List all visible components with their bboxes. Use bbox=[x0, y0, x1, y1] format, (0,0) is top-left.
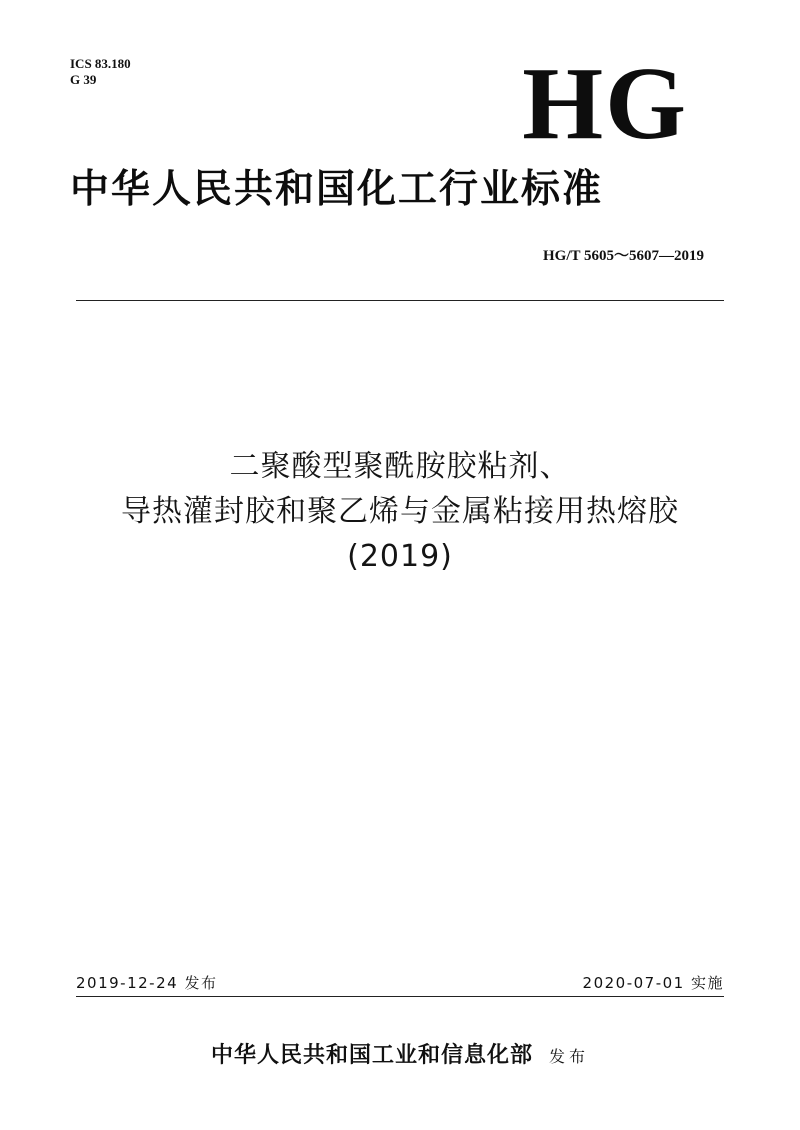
footer-divider bbox=[76, 996, 724, 997]
ccs-code: G 39 bbox=[70, 72, 97, 87]
issue-date: 2019-12-24 发布 bbox=[76, 974, 218, 992]
publisher-line bbox=[0, 1038, 800, 1069]
title-line-1: 二聚酸型聚酰胺胶粘剂、 bbox=[229, 449, 571, 484]
hg-logo: HG bbox=[522, 46, 688, 161]
publisher-action: 发布 bbox=[549, 1047, 590, 1066]
title-line-3: (2019) bbox=[347, 539, 453, 574]
implementation-date: 2020-07-01 实施 bbox=[582, 974, 724, 992]
ics-code: ICS 83.180 bbox=[70, 56, 131, 71]
classification-codes bbox=[70, 56, 131, 88]
title-line-2: 导热灌封胶和聚乙烯与金属粘接用热熔胶 bbox=[121, 494, 679, 529]
standard-code: HG/T 5605～5607—2019 bbox=[543, 248, 704, 264]
header-divider bbox=[76, 300, 724, 301]
document-title bbox=[40, 444, 760, 579]
publisher-org: 中华人民共和国工业和信息化部 bbox=[210, 1043, 533, 1068]
standard-type-heading: 中华人民共和国化工行业标准 bbox=[70, 167, 604, 212]
